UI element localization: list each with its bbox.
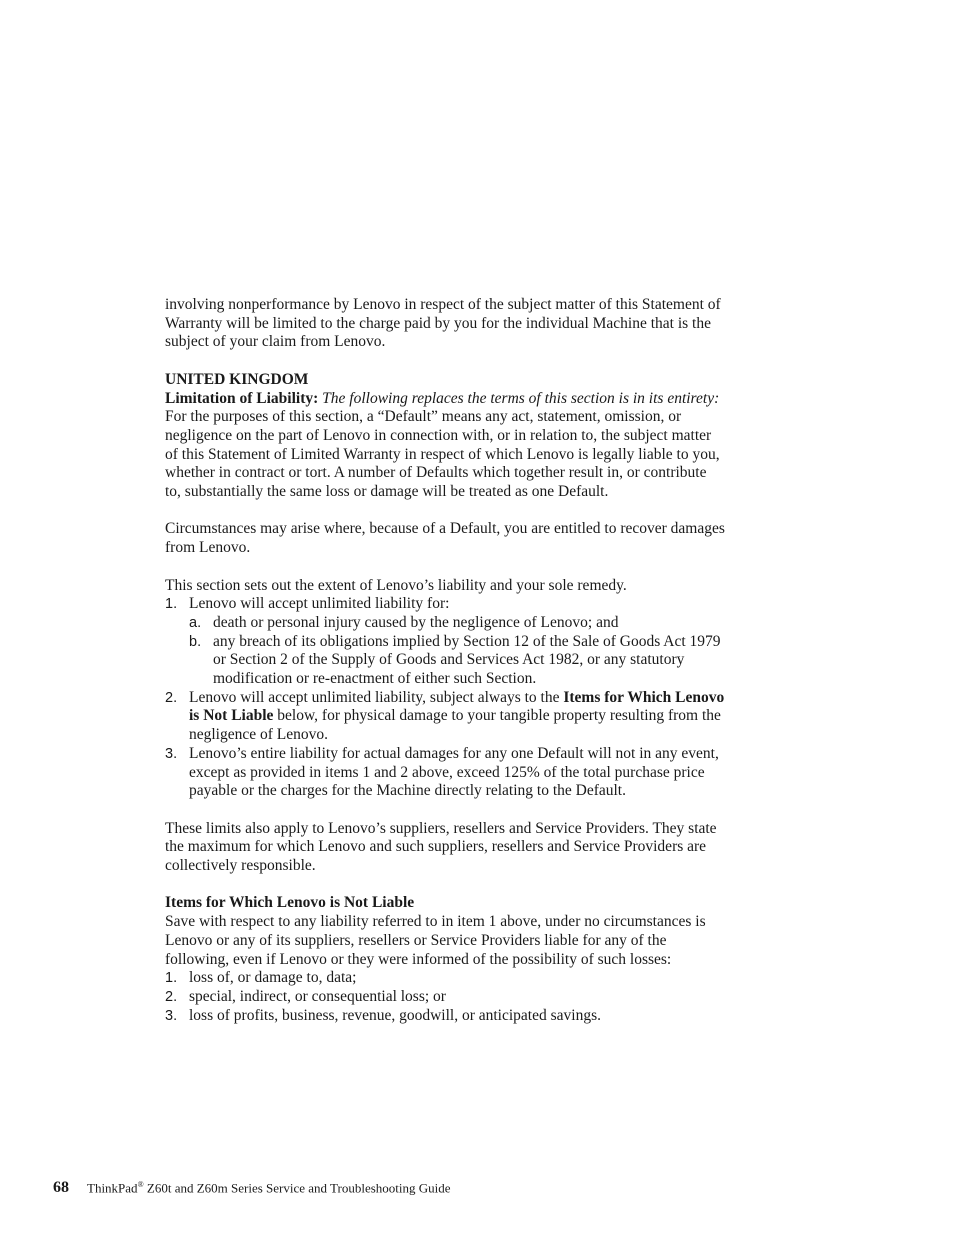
- list-item-text: loss of, or damage to, data;: [189, 969, 357, 987]
- list-item-text: death or personal injury caused by the negligence of Lenovo; and: [213, 613, 619, 631]
- list-item-text: Lenovo’s entire liability for actual damages for any one Default will not in any event, except as provided in items 1 and 2 above, exceed 125% of the total purchase price payable or the charges for the Machine directly relating to the Default.: [189, 744, 719, 800]
- list-item: [165, 614, 725, 633]
- not-liable-list: [165, 969, 725, 1025]
- list-item-text: Lenovo will accept unlimited liability for:: [189, 595, 450, 613]
- list-item-text: any breach of its obligations implied by Section 12 of the Sale of Goods Act 1979 or Section 2 of the Supply of Goods and Services Act 1982, or any statutory modification or re-enactment of either such Section.: [213, 632, 721, 688]
- limits-paragraph: These limits also apply to Lenovo’s suppliers, resellers and Service Providers. They state the maximum for which Lenovo and such suppliers, resellers and Service Providers are collectively responsible.: [165, 819, 717, 875]
- list-item: [165, 689, 725, 745]
- list-number: 3.: [165, 1007, 178, 1024]
- footer-title-suffix: Z60t and Z60m Series Service and Troubleshooting Guide: [143, 1180, 451, 1195]
- list-item: [165, 969, 725, 988]
- list-item: [165, 745, 725, 801]
- list-number: 1.: [165, 596, 178, 613]
- page-footer: [53, 1179, 451, 1197]
- list-text-part: below, for physical damage to your tangible property resulting from the negligence of Lenovo.: [189, 707, 721, 744]
- list-item: [165, 1007, 725, 1026]
- intro-paragraph: involving nonperformance by Lenovo in respect of the subject matter of this Statement of Warranty will be limited to the charge paid by you for the individual Machine that is the subject of your claim from Lenovo.: [165, 296, 721, 351]
- list-number: 2.: [165, 988, 178, 1005]
- list-item: [165, 988, 725, 1007]
- list-letter: a.: [189, 614, 202, 631]
- default-paragraph: For the purposes of this section, a “Default” means any act, statement, omission, or negligence on the part of Lenovo in connection with, or in relation to, the subject matter of this Statement of Limited Warranty in respect of which Lenovo is legally liable to you, whether in contract or tort. A number of Defaults which together result in, or contribute to, substantially the same loss or damage will be treated as one Default.: [165, 408, 720, 501]
- list-item-text: special, indirect, or consequential loss; or: [189, 987, 446, 1005]
- page-number: 68: [53, 1179, 69, 1196]
- extent-paragraph: This section sets out the extent of Lenovo’s liability and your sole remedy.: [165, 576, 627, 594]
- save-paragraph: Save with respect to any liability referred to in item 1 above, under no circumstances is Lenovo or any of its suppliers, resellers or Service Providers liable for any of the following, even if Lenovo or they were informed of the possibility of such losses:: [165, 913, 706, 968]
- section-heading-uk: UNITED KINGDOM: [165, 370, 309, 388]
- list-item: [165, 633, 725, 689]
- circumstances-paragraph: Circumstances may arise where, because of a Default, you are entitled to recover damages from Lenovo.: [165, 520, 725, 557]
- list-number: 3.: [165, 745, 178, 762]
- list-number: 2.: [165, 689, 178, 706]
- list-text-part: Lenovo will accept unlimited liability, subject always to the: [189, 688, 564, 706]
- list-item-text: [189, 689, 725, 745]
- list-item: [165, 595, 725, 614]
- footer-title: [87, 1180, 451, 1196]
- list-letter: b.: [189, 633, 202, 650]
- limitation-note: The following replaces the terms of this section is in its entirety:: [322, 389, 720, 407]
- limitation-label: Limitation of Liability:: [165, 389, 319, 407]
- cross-reference: Items for Which Lenovo is Not Liable: [189, 688, 725, 725]
- list-item-text: loss of profits, business, revenue, goodwill, or anticipated savings.: [189, 1006, 601, 1024]
- registered-mark: ®: [137, 1179, 144, 1189]
- list-number: 1.: [165, 970, 178, 987]
- limitation-line: [165, 390, 725, 409]
- section-heading-not-liable: Items for Which Lenovo is Not Liable: [165, 894, 415, 912]
- document-body: [165, 296, 725, 1025]
- liability-list: [165, 595, 725, 801]
- footer-title-prefix: ThinkPad: [87, 1180, 138, 1195]
